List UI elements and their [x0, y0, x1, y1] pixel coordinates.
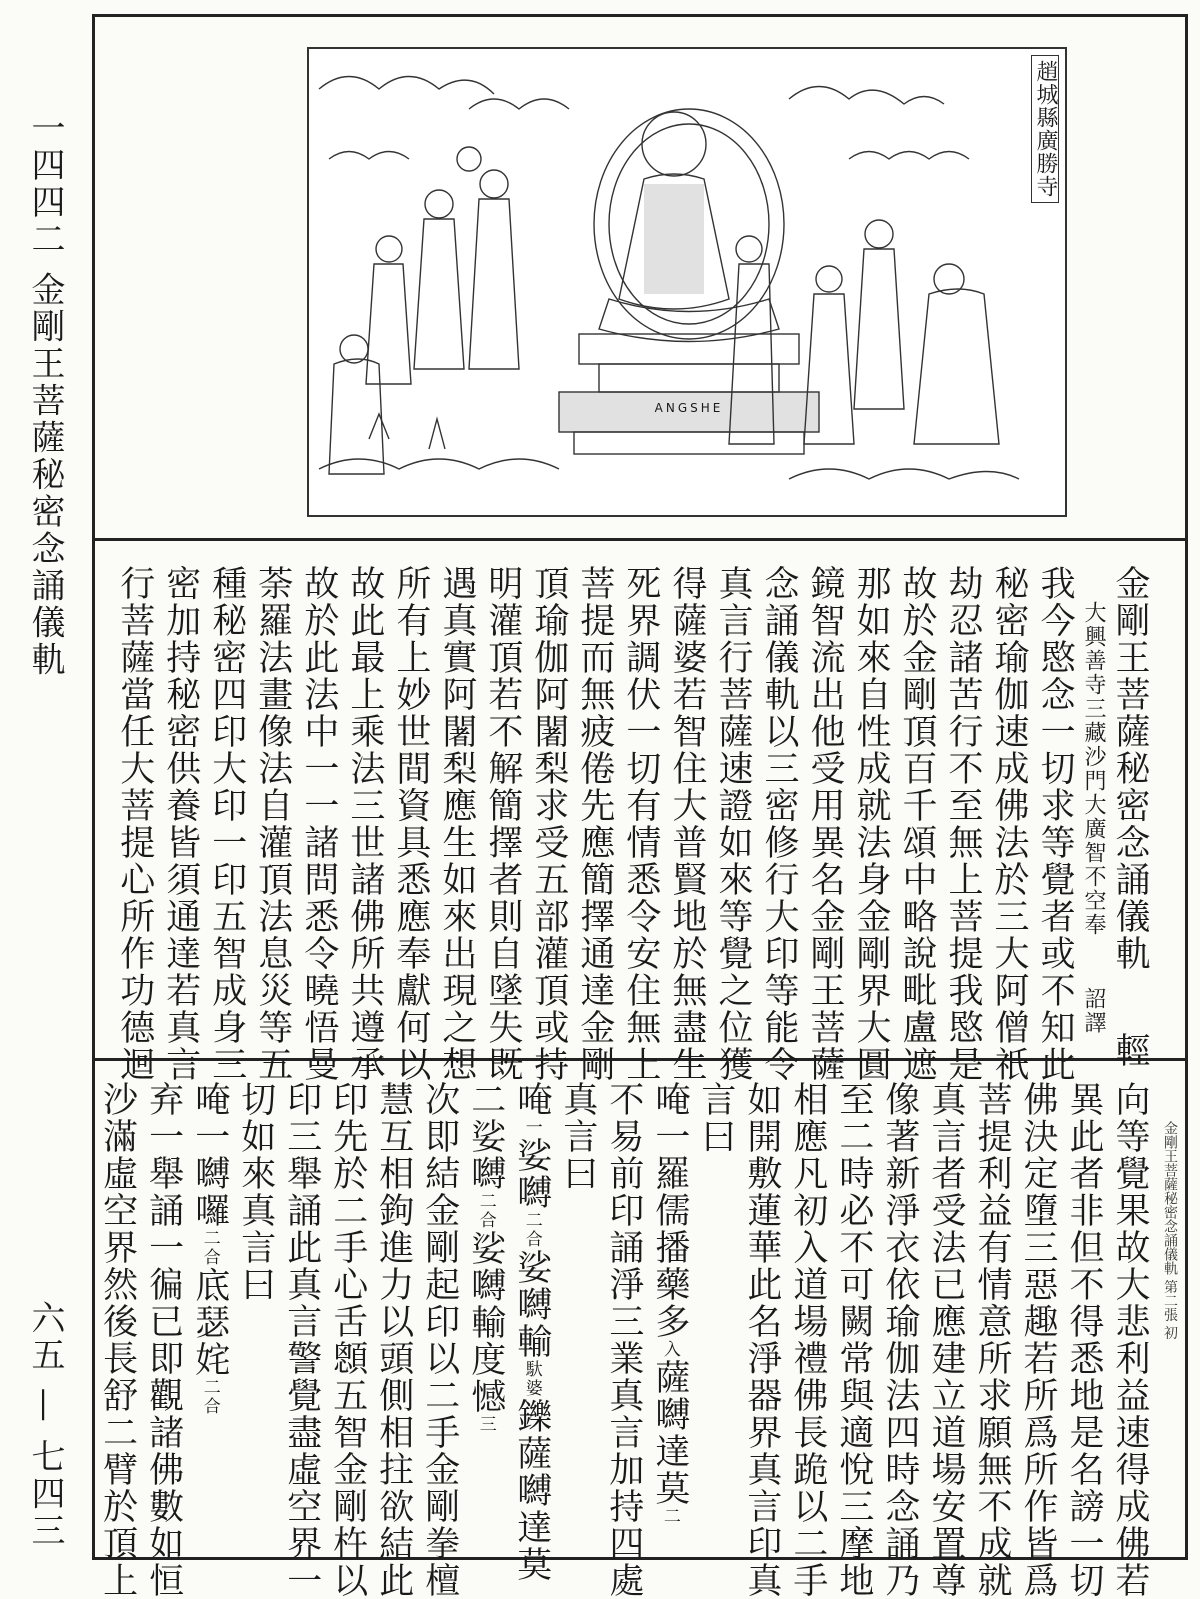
mantra-text: 鑠薩嚩達莫 — [511, 1398, 552, 1583]
mantra-note: 三 — [475, 1415, 496, 1434]
text-column: 所有上妙世間資具悉應奉獻何以 — [390, 565, 431, 1083]
text-column: 故於此法中一一諸問悉令曉悟曼 — [298, 565, 339, 1083]
mantra-column — [647, 1081, 693, 1551]
text-column: 真言者受法已應建立道場安置尊 — [925, 1081, 966, 1599]
mantra-note: 二合 — [199, 1229, 220, 1267]
page-frame — [92, 14, 1188, 1599]
mantra-text: 娑嚩輸 — [511, 1249, 552, 1360]
text-column: 明灌頂若不解簡擇者則自墜失既 — [482, 565, 523, 1083]
text-section-2 — [95, 1081, 1153, 1599]
text-column: 言曰 — [695, 1081, 736, 1155]
text-column: 印三舉誦此真言警覺盡虛空界一 — [281, 1081, 322, 1599]
mantra-text: 底瑟姹 — [189, 1267, 230, 1378]
mantra-text: 唵一羅儒播藥多 — [649, 1081, 690, 1340]
margin-left-title: 一四四二 金剛王菩薩秘密念誦儀軌 — [25, 110, 65, 679]
text-column: 行菩薩當任大菩提心所作功德迴 — [114, 565, 155, 1083]
text-column: 菩提利益有情意所求願無不成就 — [971, 1081, 1012, 1599]
mantra-note: 一 — [521, 1118, 542, 1137]
illustration-panel — [95, 17, 1185, 541]
text-column: 頂瑜伽阿闍梨求受五部灌頂或持 — [528, 565, 569, 1083]
translator-suffix: 詔譯 — [1080, 987, 1106, 1035]
translator-credit: 大興善寺三藏沙門大廣智不空奉 — [1080, 601, 1106, 937]
text-column: 切如來真言曰 — [235, 1081, 276, 1303]
text-column: 密加持秘密供養皆須通達若真言 — [160, 565, 201, 1083]
text-column: 秘密瑜伽速成佛法於三大阿僧祇 — [989, 565, 1030, 1083]
scripture-title-line — [1107, 565, 1153, 1069]
text-column: 像著新淨衣依瑜伽法四時念誦乃 — [879, 1081, 920, 1599]
text-column: 相應凡初入道場禮佛長跪以二手 — [787, 1081, 828, 1599]
mantra-column — [187, 1081, 233, 1551]
text-column-with-header — [1107, 1081, 1153, 1599]
text-column: 佛決定墮三惡趣若所爲所作皆爲 — [1017, 1081, 1058, 1599]
throne-tablet: ANGSHE — [654, 401, 724, 415]
text-column: 遇真實阿闍梨應生如來出現之想 — [436, 565, 477, 1083]
text-column: 異此者非但不得悉地是名謗一切 — [1063, 1081, 1104, 1599]
text-column: 種秘密四印大印一印五智成身三 — [206, 565, 247, 1083]
mantra-text: 唵 — [511, 1081, 552, 1118]
text-column: 真言曰 — [557, 1081, 598, 1192]
scripture-title: 金剛王菩薩秘密念誦儀軌 — [1110, 565, 1150, 972]
text-column: 次即結金剛起印以二手金剛拳檀 — [419, 1081, 460, 1599]
margin-page-number: 六五 — 七四三 — [25, 1300, 65, 1550]
buddha-assembly-woodcut — [309, 49, 1065, 515]
text-column: 至二時必不可闕常與適悅三摩地 — [833, 1081, 874, 1599]
mantra-note: 二合 — [199, 1378, 220, 1416]
text-column: 死界調伏一切有情悉令安住無上 — [620, 565, 661, 1083]
mantra-text: 娑嚩輸度憾 — [465, 1230, 506, 1415]
text-column: 故於金剛頂百千頌中略說毗盧遮 — [897, 565, 938, 1083]
text-column: 沙滿虛空界然後長舒二臂於頂上 — [97, 1081, 138, 1599]
volume-mark: 輕 — [1110, 1032, 1150, 1069]
text-column: 印先於二手心舌顖五智金剛杵以 — [327, 1081, 368, 1599]
text-column: 不易前印誦淨三業真言加持四處 — [603, 1081, 644, 1599]
illustration-caption: 趙城縣廣勝寺 — [1031, 55, 1059, 203]
text-column: 劫忍諸苦行不至無上菩提我愍是 — [943, 565, 984, 1083]
mantra-text: 二娑嚩 — [465, 1081, 506, 1192]
translator-line — [1078, 565, 1107, 1035]
text-column: 慧互相鉤進力以頭側相拄欲結此 — [373, 1081, 414, 1599]
text-column: 荼羅法畫像法自灌頂法息災等五 — [252, 565, 293, 1083]
mantra-text: 娑嚩 — [511, 1137, 552, 1211]
mantra-column — [463, 1081, 509, 1551]
text-column: 念誦儀軌以三密修行大印等能令 — [758, 565, 799, 1083]
text-column: 如開敷蓮華此名淨器界真言印真 — [741, 1081, 782, 1599]
text-panel-1 — [95, 541, 1185, 1083]
section-header-note: 金剛王菩薩秘密念誦儀軌 第二張 初 — [1162, 1121, 1178, 1340]
text-panel-2 — [95, 1061, 1185, 1599]
text-column: 鏡智流出他受用異名金剛王菩薩 — [804, 565, 845, 1083]
mantra-text: 唵一嚩囉 — [189, 1081, 230, 1229]
text-section-1 — [112, 565, 1153, 1083]
text-column: 向等覺果故大悲利益速得成佛若 — [1110, 1081, 1150, 1599]
text-column: 我今愍念一切求等覺者或不知此 — [1035, 565, 1076, 1083]
mantra-note: 二 — [659, 1507, 680, 1526]
frontispiece-illustration — [307, 47, 1067, 517]
text-column: 真言行菩薩速證如來等覺之位獲 — [712, 565, 753, 1083]
mantra-text: 薩嚩達莫 — [649, 1359, 690, 1507]
text-column: 那如來自性成就法身金剛界大圓 — [851, 565, 891, 1083]
text-column: 故此最上乘法三世諸佛所共遵承 — [344, 565, 385, 1083]
mantra-note: 入 — [659, 1340, 680, 1359]
text-column: 菩提而無疲倦先應簡擇通達金剛 — [574, 565, 615, 1083]
text-column: 得薩婆若智住大普賢地於無盡生 — [666, 565, 707, 1083]
mantra-note: 二合 — [521, 1211, 542, 1249]
mantra-column — [509, 1081, 555, 1583]
mantra-note: 二合 — [475, 1192, 496, 1230]
text-column: 弃一舉誦一徧已即觀諸佛數如恒 — [143, 1081, 184, 1599]
mantra-note: 馱婆 — [521, 1360, 542, 1398]
